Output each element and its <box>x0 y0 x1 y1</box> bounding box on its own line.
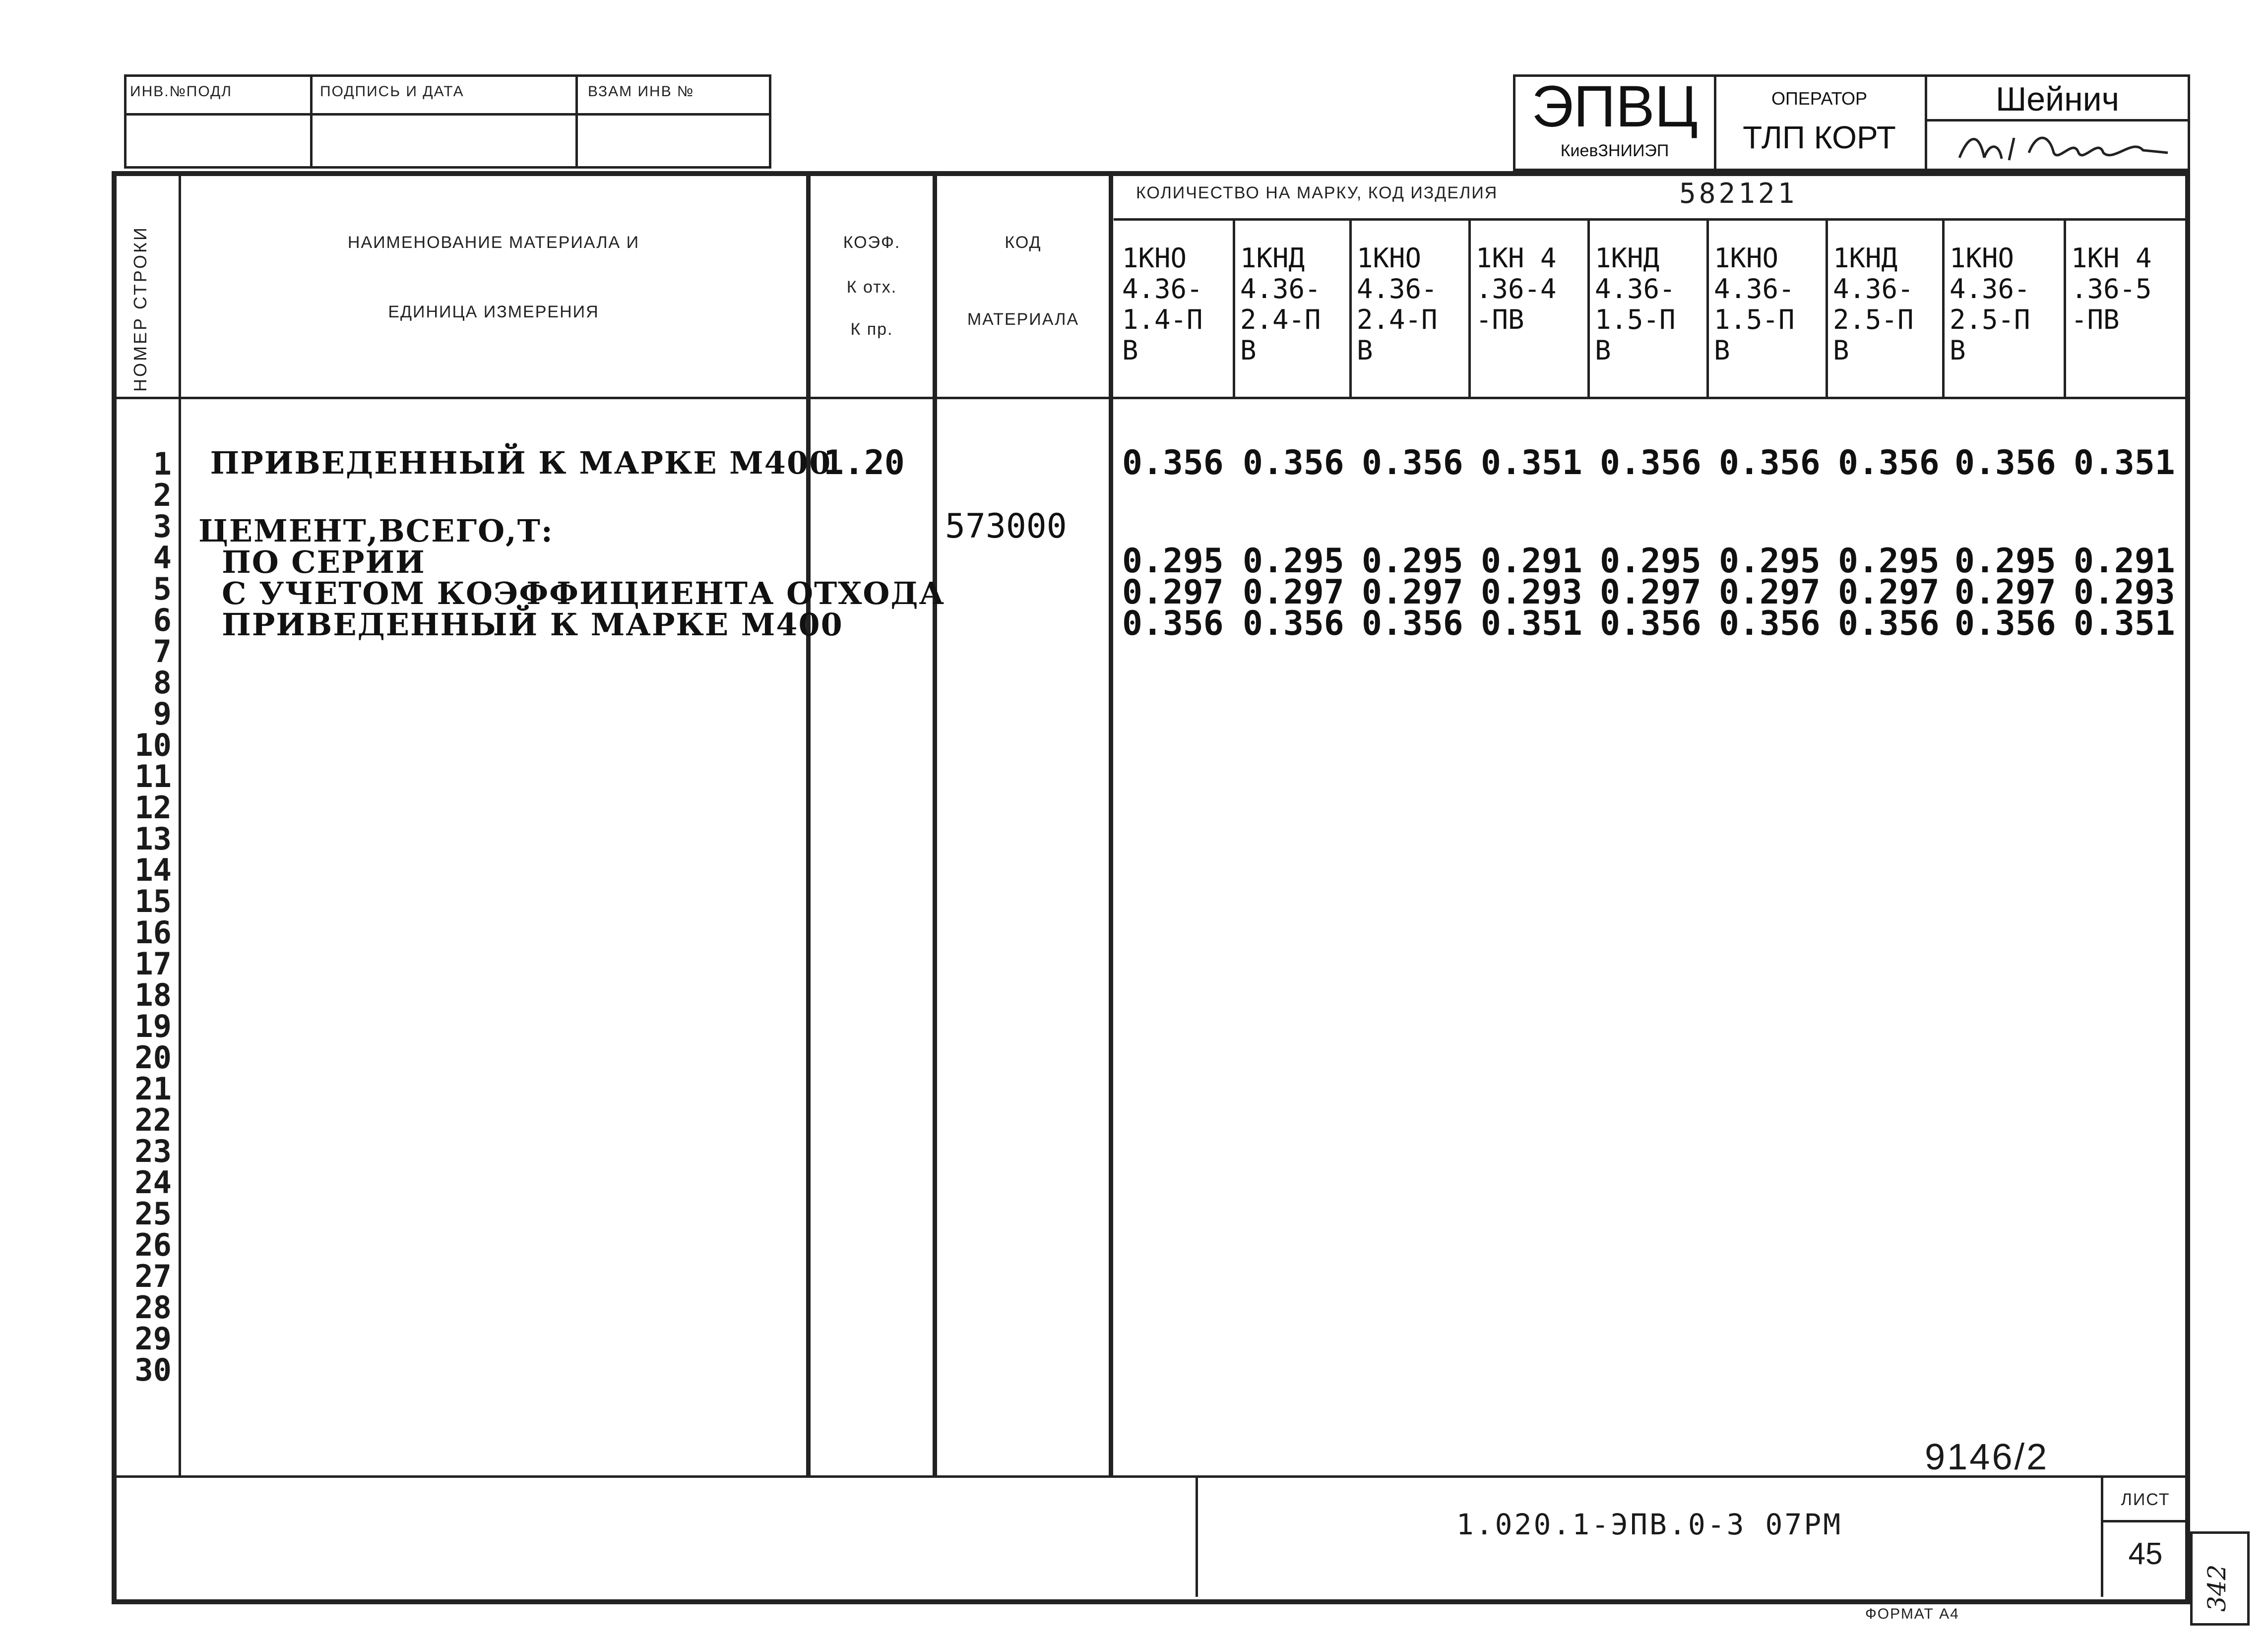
value-cell: 0.356 <box>1600 604 1701 643</box>
value-cell: 0.356 <box>1719 443 1821 483</box>
row-number: 3 <box>153 508 172 545</box>
value-cell: 0.297 <box>1719 573 1821 612</box>
col-header-2: 1КНД 4.36- 2.4-П В <box>1240 243 1321 366</box>
value-cell: 0.291 <box>2074 542 2175 581</box>
value-cell: 0.293 <box>2074 573 2175 612</box>
row-number: 30 <box>134 1352 172 1388</box>
material-row-5: С УЧЕТОМ КОЭФФИЦИЕНТА ОТХОДА <box>198 575 945 611</box>
value-cell: 0.351 <box>1481 604 1582 643</box>
org-sub-name: КиевЗНИИЭП <box>1560 141 1669 160</box>
value-cell: 0.356 <box>1243 443 1344 483</box>
material-header-line2: ЕДИНИЦА ИЗМЕРЕНИЯ <box>388 303 599 321</box>
row-number: 10 <box>134 727 172 763</box>
qty-header-label: КОЛИЧЕСТВО НА МАРКУ, КОД ИЗДЕЛИЯ <box>1136 183 1498 202</box>
margin-number: 342 <box>2203 1564 2231 1612</box>
row-number: 19 <box>134 1008 172 1044</box>
row-number: 14 <box>134 852 172 888</box>
row-number: 4 <box>153 540 172 576</box>
value-cell: 0.356 <box>1243 604 1344 643</box>
row-number: 25 <box>134 1196 172 1232</box>
material-header-line1: НАИМЕНОВАНИЕ МАТЕРИАЛА И <box>347 233 640 252</box>
value-cell: 0.297 <box>1243 573 1344 612</box>
col-header-1: 1КНО 4.36- 1.4-П В <box>1122 243 1203 366</box>
col-header-4: 1КН 4 .36-4 -ПВ <box>1476 243 1557 335</box>
material-row-6: ПРИВЕДЕННЫЙ К МАРКЕ М400 <box>198 607 843 643</box>
coef-value-row-1: 1.20 <box>823 443 905 483</box>
row-number: 7 <box>153 633 172 669</box>
row-number: 11 <box>134 758 172 794</box>
value-cell: 0.295 <box>1243 542 1344 581</box>
value-cell: 0.356 <box>1954 604 2056 643</box>
value-cell: 0.297 <box>1122 573 1224 612</box>
coef-header-line1: КОЭФ. <box>843 233 901 252</box>
value-cell: 0.356 <box>1719 604 1821 643</box>
row-number: 28 <box>134 1289 172 1326</box>
col-rownum-divider <box>179 171 181 1475</box>
qty-header-divider <box>1114 218 2190 221</box>
stamp-signature-date: ПОДПИСЬ И ДАТА <box>320 83 464 100</box>
row-number: 6 <box>153 602 172 638</box>
operator-name: ТЛП КОРТ <box>1743 120 1896 155</box>
row-number: 8 <box>153 665 172 701</box>
col-header-5: 1КНД 4.36- 1.5-П В <box>1595 243 1676 366</box>
row-number: 1 <box>153 446 172 482</box>
value-cell: 0.356 <box>1122 443 1224 483</box>
sheet-number: 45 <box>2128 1537 2163 1571</box>
coef-header-line2: К отх. <box>846 278 897 297</box>
col-header-3: 1КНО 4.36- 2.4-П В <box>1357 243 1438 366</box>
row-number: 2 <box>153 477 172 513</box>
row-number: 24 <box>134 1164 172 1201</box>
row-number: 26 <box>134 1227 172 1263</box>
row-number: 5 <box>153 571 172 607</box>
value-cell: 0.297 <box>1838 573 1940 612</box>
value-cell: 0.351 <box>2074 604 2175 643</box>
value-cell: 0.295 <box>1954 542 2056 581</box>
col-header-7: 1КНД 4.36- 2.5-П В <box>1833 243 1914 366</box>
row-number: 23 <box>134 1133 172 1169</box>
col-header-9: 1КН 4 .36-5 -ПВ <box>2071 243 2152 335</box>
drawing-frame <box>112 171 2190 1604</box>
org-main-name: ЭПВЦ <box>1531 74 1698 139</box>
stamp-vzam: ВЗАМ ИНВ № <box>588 83 694 100</box>
value-cell: 0.356 <box>1122 604 1224 643</box>
value-cell: 0.295 <box>1600 542 1701 581</box>
row-number: 18 <box>134 977 172 1013</box>
col-material-divider <box>806 171 811 1475</box>
table-bottom-line <box>112 1475 2190 1478</box>
value-cell: 0.297 <box>1362 573 1463 612</box>
value-cell: 0.295 <box>1122 542 1224 581</box>
col-coef-divider <box>933 171 937 1475</box>
value-cell: 0.291 <box>1481 542 1582 581</box>
value-cell: 0.356 <box>1838 604 1940 643</box>
stamp-inv-podl: ИНВ.№ПОДЛ <box>130 83 232 100</box>
document-code: 1.020.1-ЭПВ.0-3 07РМ <box>1456 1508 1843 1541</box>
value-cell: 0.356 <box>1600 443 1701 483</box>
row-number: 13 <box>134 821 172 857</box>
value-cell: 0.297 <box>1954 573 2056 612</box>
value-cell: 0.356 <box>1838 443 1940 483</box>
handwritten-signature <box>1954 123 2183 168</box>
format-label: ФОРМАТ А4 <box>1865 1606 1959 1622</box>
row-number: 29 <box>134 1321 172 1357</box>
code-value-row-3: 573000 <box>945 507 1067 546</box>
product-code: 582121 <box>1679 178 1798 210</box>
row-number: 16 <box>134 914 172 951</box>
row-number: 27 <box>134 1258 172 1294</box>
value-cell: 0.293 <box>1481 573 1582 612</box>
code-header-line2: МАТЕРИАЛА <box>967 310 1079 329</box>
col-header-6: 1КНО 4.36- 1.5-П В <box>1714 243 1795 366</box>
code-header-line1: КОД <box>1005 233 1042 252</box>
person-name: Шейнич <box>1995 80 2120 118</box>
value-cell: 0.351 <box>2074 443 2175 483</box>
header-bottom-line <box>112 397 2190 399</box>
row-number: 21 <box>134 1071 172 1107</box>
header-top-line <box>112 171 2190 174</box>
document-number: 9146/2 <box>1925 1436 2049 1477</box>
row-number: 12 <box>134 789 172 826</box>
row-number: 9 <box>153 696 172 732</box>
value-cell: 0.295 <box>1838 542 1940 581</box>
row-number: 15 <box>134 883 172 919</box>
col-code-divider <box>1109 171 1113 1475</box>
row-number: 17 <box>134 946 172 982</box>
sheet-label: ЛИСТ <box>2121 1490 2170 1509</box>
row-number: 22 <box>134 1102 172 1138</box>
value-cell: 0.356 <box>1362 604 1463 643</box>
value-cell: 0.356 <box>1954 443 2056 483</box>
material-row-3: ЦЕМЕНТ,ВСЕГО,Т: <box>198 513 554 549</box>
value-cell: 0.295 <box>1362 542 1463 581</box>
row-number-header: НОМЕР СТРОКИ <box>130 226 150 392</box>
material-row-4: ПО СЕРИИ <box>198 544 426 580</box>
value-cell: 0.295 <box>1719 542 1821 581</box>
row-number: 20 <box>134 1039 172 1076</box>
col-header-8: 1КНО 4.36- 2.5-П В <box>1950 243 2030 366</box>
value-cell: 0.351 <box>1481 443 1582 483</box>
operator-label: ОПЕРАТОР <box>1771 88 1868 109</box>
value-cell: 0.297 <box>1600 573 1701 612</box>
value-cell: 0.356 <box>1362 443 1463 483</box>
coef-header-line3: К пр. <box>850 320 893 339</box>
material-row-1: ПРИВЕДЕННЫЙ К МАРКЕ М400 <box>198 445 832 481</box>
